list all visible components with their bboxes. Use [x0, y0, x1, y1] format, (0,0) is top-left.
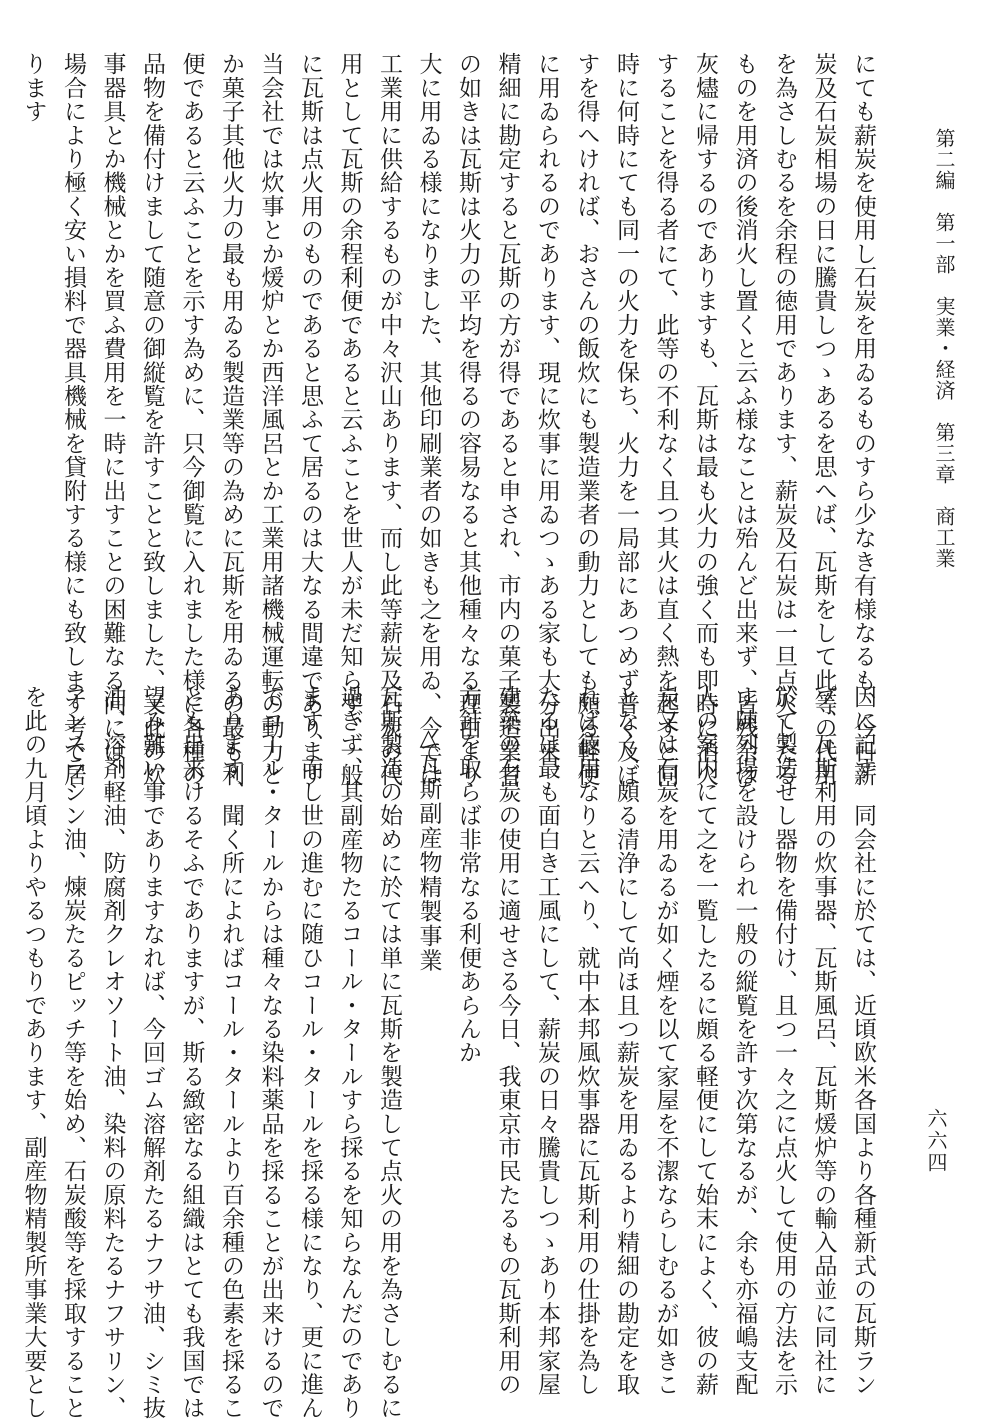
text-line: ります	[20, 52, 47, 124]
text-line: 因に記す 同会社に於ては、近頃欧米各国より各種新式の瓦斯ラン	[850, 685, 876, 1396]
upper-text-block	[20, 52, 882, 787]
section-body	[13, 685, 408, 1420]
text-line: に用ゐられるのであります、現に炊事に用ゐつゝある家も大分出来、	[534, 52, 560, 787]
text-line: 炭及石炭相場の日に騰貴しつゝあるを思へば、瓦斯をして此等の代用	[810, 52, 837, 787]
text-line: 便であると云ふことを示す為めに、只今御覧に入れました様に各種の	[178, 52, 205, 787]
text-line: の如きは瓦斯は火力の平均を得るの容易なると其他種々なる理由より	[455, 52, 481, 787]
text-line: ます、而し世の進むに随ひコール・タールを採る様になり、更に進ん	[297, 685, 323, 1420]
text-line: となく、頗る清浄にして尚ほ且つ薪炭を用ゐるより精細の勘定を取	[613, 685, 639, 1396]
text-line: 油、溶剤軽油、防腐剤クレオソート油、染料の原料たるナフサリン、	[99, 685, 126, 1420]
text-line: 品物を備付けまして随意の御縦覧を許すことと致しました、又此の炊	[139, 52, 165, 787]
text-line: を此の九月頃よりやるつもりであります、副産物精製所事業大要とし	[20, 685, 47, 1420]
text-line: とも出来けるそふでありますが、斯る緻密なる組織はとても我国では	[178, 685, 205, 1420]
text-line: 灰燼に帰するのでありますも、瓦斯は最も火力の強く而も即時に消火	[692, 52, 718, 787]
text-line: 炭又は石炭を用ゐるが如く煙を以て家屋を不潔ならしむるが如きこ	[652, 685, 679, 1396]
text-line: たるは最も面白き工風にして、薪炭の日々騰貴しつゝあり本邦家屋	[534, 685, 560, 1396]
text-line: 工業用に供給するものが中々沢山あります、而し此等薪炭及石炭の代	[376, 52, 402, 787]
text-line: 過ぎず、其副産物たるコール・タールすら採るを知らなんだのであり	[336, 685, 363, 1420]
text-line: プ、瓦斯利用の炊事器、瓦斯風呂、瓦斯煖炉等の輸入品並に同社に	[810, 685, 837, 1396]
text-line: 大に用ゐる様になりました、其他印刷業者の如きも之を用ゐ、今では	[415, 52, 442, 787]
text-line: 場合により極く安い損料で器具機械を貸附する様にも致します考で居	[60, 52, 86, 787]
text-line: れば徳用なりと云へり、就中本邦風炊事器に瓦斯利用の仕掛を為し	[573, 685, 600, 1396]
text-line: す陳列場を設けられ一般の縦覧を許す次第なるが、余も亦福嶋支配	[731, 685, 758, 1396]
text-line: 建築の石炭の使用に適せさる今日、我東京市民たるもの瓦斯利用の	[494, 685, 521, 1396]
text-line: 用として瓦斯の余程利便であると云ふことを世人が未だ知らず、一般	[336, 52, 363, 787]
text-line: 望み難い事でありますなれば、今回ゴム溶解剤たるナフサ油、シミ抜	[139, 685, 165, 1420]
running-head: 第二編 第一部 実業・経済 第三章 商工業	[932, 128, 956, 569]
text-line: あります、聞く所によればコール・タールより百余種の色素を採るこ	[218, 685, 244, 1420]
text-line: 当会社では炊事とか煖炉とか西洋風呂とか工業用諸機械運転の動力と	[257, 52, 284, 787]
text-line: 精細に勘定すると瓦斯の方が得であると申され、市内の菓子製造業者	[494, 52, 521, 787]
lower-text-block	[20, 685, 882, 1420]
text-line: 人の案内にて之を一覧したるに頗る軽便にして始末によく、彼の薪	[692, 685, 718, 1396]
note-paragraph	[448, 685, 883, 1396]
section-heading: △瓦斯副産物精製事業	[415, 725, 442, 973]
text-line: に瓦斯は点火用のものであると思ふて居るのは大なる間違であります	[297, 52, 323, 787]
text-line: か菓子其他火力の最も用ゐる製造業等の為めに瓦斯を用ゐるの最も利	[218, 52, 244, 787]
text-line: 事器具とか機械とかを買ふ費用を一時に出すことの困難なる向には、	[99, 52, 126, 787]
text-line: 方針を取らば非常なる利便あらんか	[455, 685, 481, 1065]
text-line: 於て製造せし器物を備付け、且つ一々之に点火して使用の方法を示	[771, 685, 797, 1396]
text-line: でコール・タールからは種々なる染料薬品を採ることが出来けるので	[257, 685, 284, 1420]
text-line: アンスラシン油、煉炭たるピッチ等を始め、石炭酸等を採取すること	[60, 685, 86, 1420]
text-line: を為さしむるを余程の徳用であります、薪炭及石炭は一旦点火したる	[771, 52, 797, 787]
page-number: 六六四	[924, 1108, 948, 1174]
text-line: 時に何時にても同一の火力を保ち、火力を一局部にあつめず普く及ぼ	[613, 52, 639, 787]
text-line: にても薪炭を使用し石炭を用ゐるものすら少なき有様なるも、今日薪	[850, 52, 876, 787]
text-line: 瓦斯製造の始めに於ては単に瓦斯を製造して点火の用を為さしむるに	[376, 685, 402, 1420]
text-line: することを得る者にて、此等の不利なく且つ其火は直く熱を起すと同	[652, 52, 679, 787]
text-line: すを得へければ、おさんの飯炊にも製造業者の動力としても頗る軽便	[573, 52, 600, 787]
text-line: ものを用済の後消火し置くと云ふ様なことは殆んど出来ず、皆残余は	[731, 52, 758, 787]
